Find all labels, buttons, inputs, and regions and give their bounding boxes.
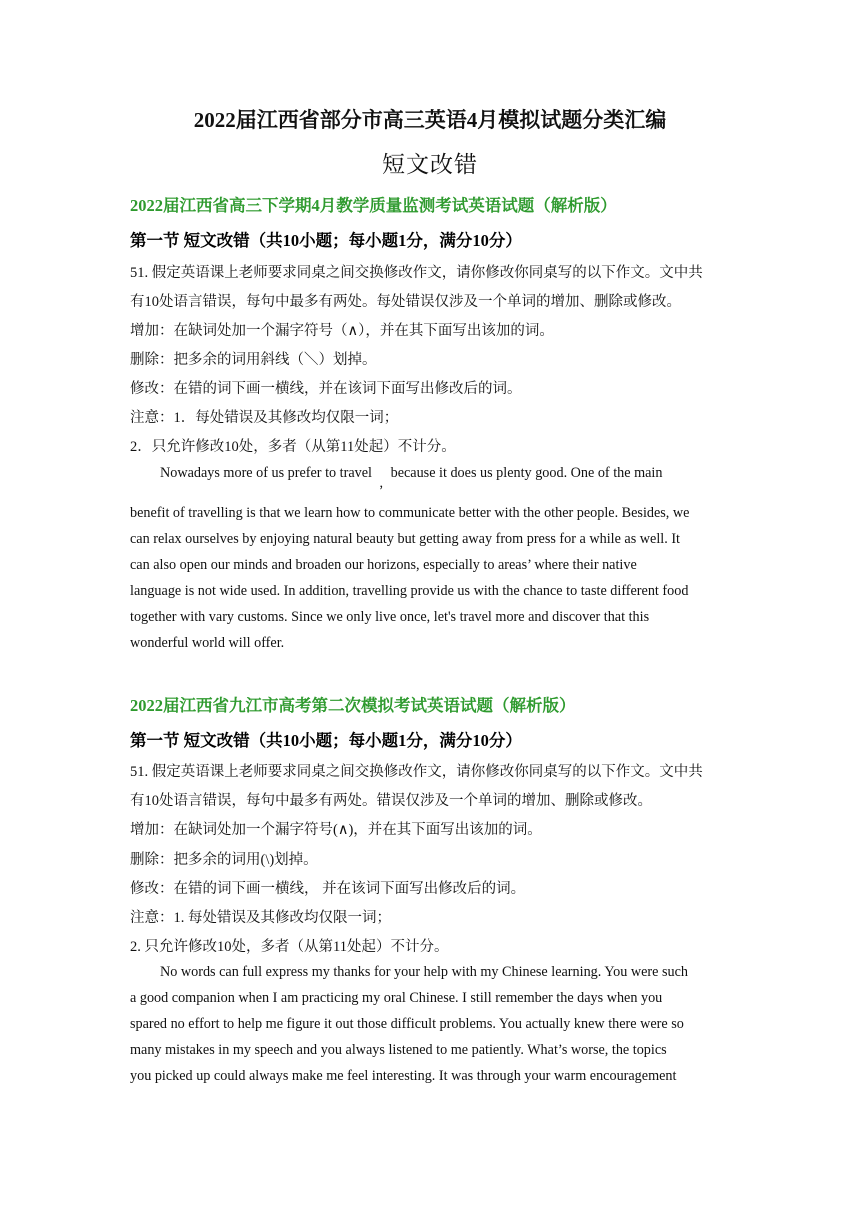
passage-line: spared no effort to help me figure it out those difficult problems. You actually knew there were so	[130, 1016, 684, 1032]
comma-mark: ,	[379, 475, 384, 491]
passage-text: because it does us plenty good. One of the main	[390, 465, 663, 481]
passage-line: language is not wide used. In addition, travelling provide us with the chance to taste different food	[130, 583, 689, 599]
instruction-line: 2. 只允许修改10处，多者（从第11处起）不计分。	[130, 939, 449, 955]
document-title: 2022届江西省部分市高三英语4月模拟试题分类汇编	[193, 108, 667, 132]
passage-text: Nowadays more of us prefer to travel	[160, 465, 372, 481]
passage-line: many mistakes in my speech and you always listened to me patiently. What’s worse, the topics	[130, 1042, 667, 1058]
passage-line: wonderful world will offer.	[130, 635, 285, 651]
passage-line: benefit of travelling is that we learn how to communicate better with the other people. Besides, we	[130, 505, 690, 521]
passage-line: you picked up could always make me feel interesting. It was through your warm encouragement	[130, 1068, 677, 1084]
passage-line: a good companion when I am practicing my oral Chinese. I still remember the days when you	[130, 990, 663, 1006]
instruction-line: 修改：在错的词下画一横线，并在该词下面写出修改后的词。	[130, 381, 522, 397]
passage-line: No words can full express my thanks for your help with my Chinese learning. You were such	[160, 964, 688, 980]
instruction-line: 有10处语言错误，每句中最多有两处。错误仅涉及一个单词的增加、删除或修改。	[130, 793, 652, 809]
instruction-line: 增加：在缺词处加一个漏字符号(∧)，并在其下面写出该加的词。	[130, 822, 542, 838]
instruction-line: 2．只允许修改10处，多者（从第11处起）不计分。	[130, 439, 456, 455]
instruction-line: 51. 假定英语课上老师要求同桌之间交换修改作文，请你修改你同桌写的以下作文。文中共	[130, 764, 703, 780]
passage-line: can relax ourselves by enjoying natural beauty but getting away from press for a while as well. It	[130, 531, 680, 547]
part-title: 第一节 短文改错（共10小题；每小题1分，满分10分）	[130, 731, 522, 750]
instruction-line: 注意：1．每处错误及其修改均仅限一词；	[130, 410, 399, 426]
instruction-line: 增加：在缺词处加一个漏字符号（∧），并在其下面写出该加的词。	[130, 323, 554, 339]
section-heading: 2022届江西省高三下学期4月教学质量监测考试英语试题（解析版）	[130, 196, 617, 215]
instruction-line: 删除：把多余的词用(\)划掉。	[130, 852, 318, 868]
passage-line: together with vary customs. Since we only live once, let's travel more and discover that this	[130, 609, 650, 625]
instruction-line: 有10处语言错误，每句中最多有两处。每处错误仅涉及一个单词的增加、删除或修改。	[130, 294, 681, 310]
passage-line: can also open our minds and broaden our horizons, especially to areas’ where their native	[130, 557, 637, 573]
instruction-line: 修改：在错的词下画一横线， 并在该词下面写出修改后的词。	[130, 881, 526, 897]
instruction-line: 51. 假定英语课上老师要求同桌之间交换修改作文，请你修改你同桌写的以下作文。文中共	[130, 265, 703, 281]
part-title: 第一节 短文改错（共10小题；每小题1分，满分10分）	[130, 231, 522, 250]
instruction-line: 删除：把多余的词用斜线（＼）划掉。	[130, 352, 377, 368]
instruction-line: 注意：1. 每处错误及其修改均仅限一词；	[130, 910, 391, 926]
section-heading: 2022届江西省九江市高考第二次模拟考试英语试题（解析版）	[130, 696, 576, 715]
passage-line	[160, 465, 663, 491]
document-subtitle: 短文改错	[382, 152, 478, 177]
